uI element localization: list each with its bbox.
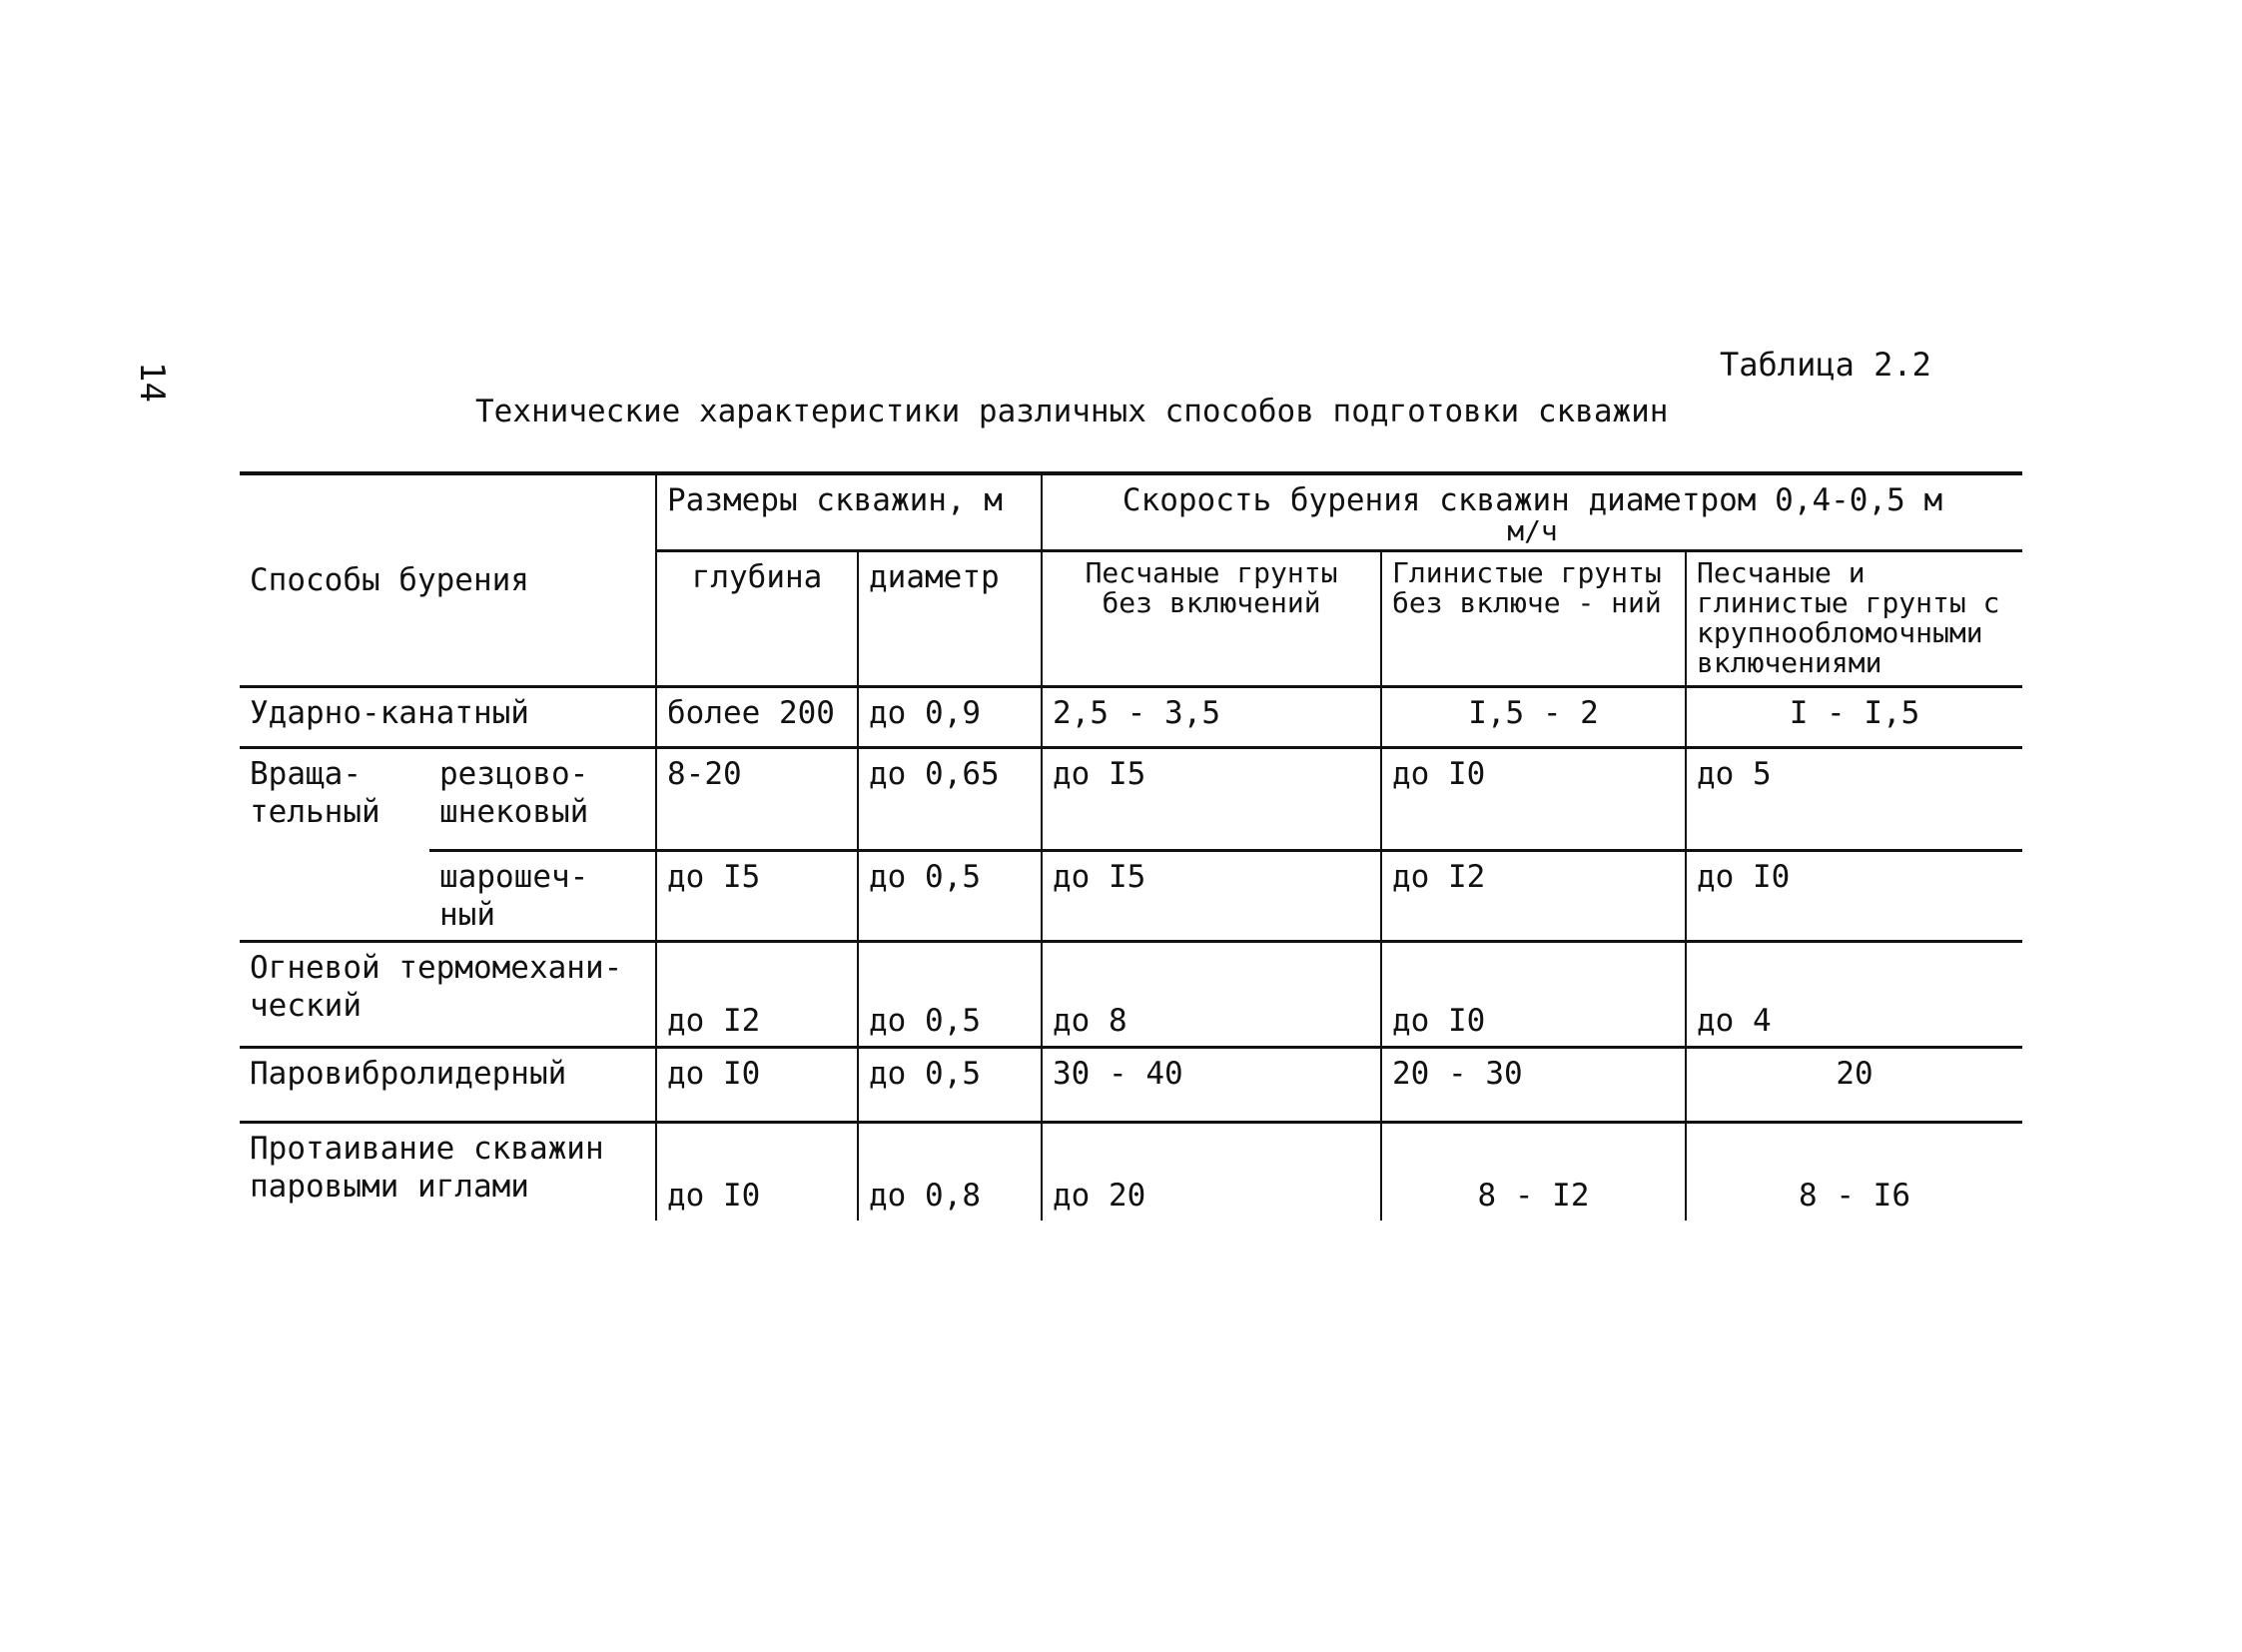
table-row (240, 748, 2022, 851)
row-group-rotary: Враща- тельный (240, 748, 429, 942)
header-sand: Песчаные грунты без включений (1042, 551, 1381, 687)
row-diameter: до 0,8 (858, 1123, 1042, 1221)
row-method: Протаивание скважин паровыми иглами (240, 1123, 656, 1221)
row-sand: до I5 (1042, 748, 1381, 851)
row-mixed: до 5 (1686, 748, 2022, 851)
header-diameter: диаметр (858, 551, 1042, 687)
header-speed-group (1042, 473, 2022, 551)
row-diameter: до 0,9 (858, 687, 1042, 748)
row-clay: 20 - 30 (1381, 1048, 1686, 1123)
row-clay: I,5 - 2 (1381, 687, 1686, 748)
table-row (240, 942, 2022, 1048)
row-method: шарошеч- ный (429, 851, 656, 942)
row-depth: до I0 (656, 1123, 858, 1221)
row-depth: до I2 (656, 942, 858, 1048)
row-clay: до I0 (1381, 942, 1686, 1048)
row-method: резцово- шнековый (429, 748, 656, 851)
table-row (240, 851, 2022, 942)
row-diameter: до 0,65 (858, 748, 1042, 851)
table-row (240, 687, 2022, 748)
drilling-methods-table (240, 471, 2022, 1221)
table-row (240, 1123, 2022, 1221)
page-number: 14 (132, 362, 172, 403)
row-mixed: I - I,5 (1686, 687, 2022, 748)
row-sand: до 8 (1042, 942, 1381, 1048)
row-diameter: до 0,5 (858, 851, 1042, 942)
row-clay: 8 - I2 (1381, 1123, 1686, 1221)
row-depth: до I5 (656, 851, 858, 942)
row-method: Огневой термомехани- ческий (240, 942, 656, 1048)
row-sand: до 20 (1042, 1123, 1381, 1221)
table-row (240, 1048, 2022, 1123)
row-sand: до I5 (1042, 851, 1381, 942)
row-sand: 2,5 - 3,5 (1042, 687, 1381, 748)
row-depth: до I0 (656, 1048, 858, 1123)
row-diameter: до 0,5 (858, 1048, 1042, 1123)
row-depth: более 200 (656, 687, 858, 748)
row-clay: до I0 (1381, 748, 1686, 851)
row-mixed: до I0 (1686, 851, 2022, 942)
header-speed-title: Скорость бурения скважин диаметром 0,4-0,5 м (1121, 482, 1943, 518)
row-depth: 8-20 (656, 748, 858, 851)
header-method: Способы бурения (240, 473, 656, 687)
row-method: Паровибролидерный (240, 1048, 656, 1123)
header-sizes-group: Размеры скважин, м (656, 473, 1042, 551)
header-mixed: Песчаные и глинистые грунты с крупнообломочными включениями (1686, 551, 2022, 687)
table-title: Технические характеристики различных способов подготовки скважин (475, 394, 1669, 429)
header-clay: Глинистые грунты без включе - ний (1381, 551, 1686, 687)
header-depth: глубина (656, 551, 858, 687)
row-diameter: до 0,5 (858, 942, 1042, 1048)
row-method: Ударно-канатный (240, 687, 656, 748)
table-label: Таблица 2.2 (1720, 346, 1931, 384)
row-clay: до I2 (1381, 851, 1686, 942)
header-speed-unit: м/ч (1507, 514, 1558, 547)
row-mixed: 20 (1686, 1048, 2022, 1123)
row-sand: 30 - 40 (1042, 1048, 1381, 1123)
row-mixed: 8 - I6 (1686, 1123, 2022, 1221)
row-mixed: до 4 (1686, 942, 2022, 1048)
header-row-group (240, 473, 2022, 551)
